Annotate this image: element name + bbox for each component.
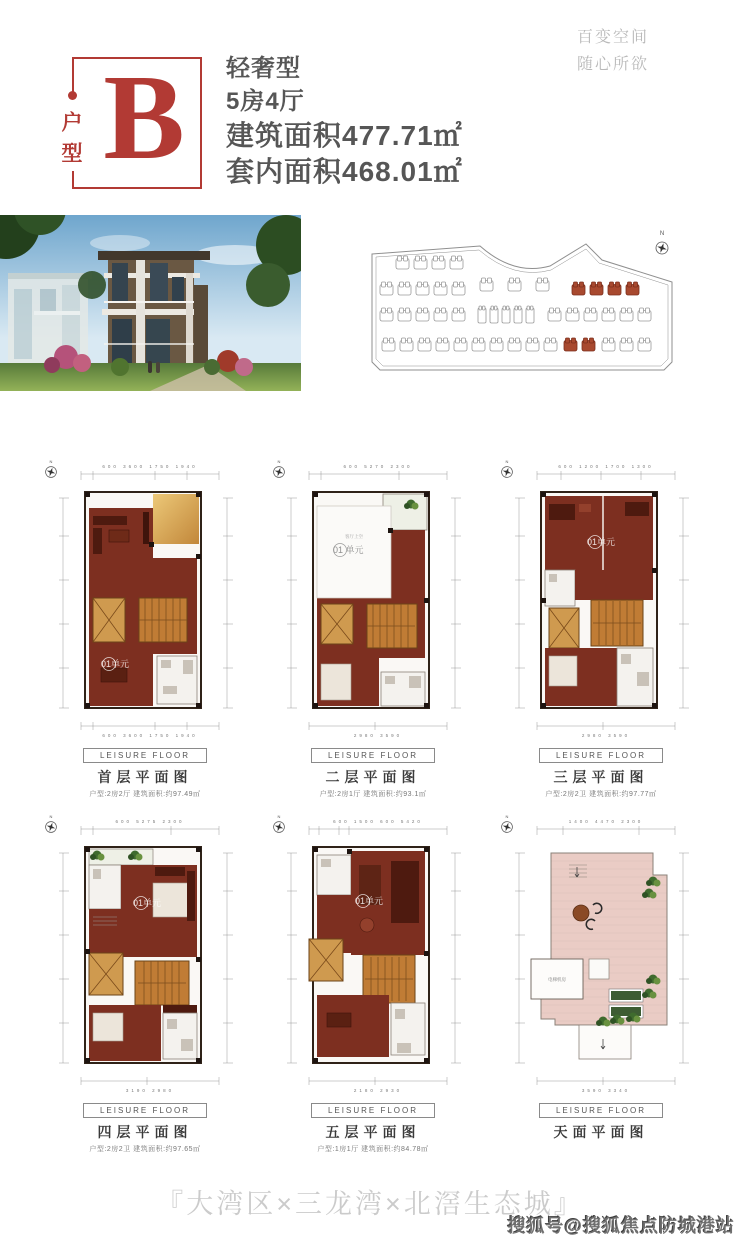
top-dimensions: 600 5270 2300 <box>343 464 413 469</box>
north-label: N <box>505 459 509 464</box>
bottom-dimensions: 600 3600 1750 1940 <box>102 733 198 738</box>
plan-subtitle: 户型:2房2卫 建筑面积:约97.65㎡ <box>89 1146 201 1153</box>
north-compass-icon <box>656 242 669 255</box>
floorplan-cell-3 <box>490 458 712 799</box>
north-compass-icon <box>45 821 56 832</box>
caption-6 <box>490 1100 712 1152</box>
floorplan-cell-6 <box>490 813 712 1154</box>
floorplan-cell-1 <box>34 458 256 799</box>
unit-type-logo <box>59 50 202 189</box>
plan-subtitle: 户型:1房1厅 建筑面积:约84.78㎡ <box>317 1146 429 1153</box>
spec-type: 轻奢型 <box>226 55 301 82</box>
floorplan-figure-6 <box>490 813 712 1098</box>
unit-type-vertical-label: 户型 <box>59 111 82 173</box>
floorplan-figure-2 <box>262 458 484 743</box>
bottom-dimensions: 3590 3340 <box>581 1088 631 1093</box>
spec-inner-area: 套内面积468.01㎡ <box>226 156 463 187</box>
leisure-floor-label: LEISURE FLOOR <box>539 1103 663 1118</box>
plan-subtitle <box>490 1144 712 1152</box>
plan-title: 三层平面图 <box>553 769 649 785</box>
watermark-text: 搜狐号@搜狐焦点防城港站 <box>507 1216 735 1236</box>
floorplan-figure-4 <box>34 813 256 1098</box>
floorplan-figure-3 <box>490 458 712 743</box>
floorplan-grid <box>34 458 710 1154</box>
top-dimensions: 600 3600 1750 1940 <box>102 464 198 469</box>
top-dimensions: 600 1500 600 5420 <box>333 819 423 824</box>
floorplan-cell-5 <box>262 813 484 1154</box>
north-label: N <box>505 814 509 819</box>
spec-rooms: 5房4厅 <box>226 88 305 115</box>
plan-subtitle: 户型:2房2卫 建筑面积:约97.77㎡ <box>545 791 657 798</box>
logo-dot <box>68 91 77 100</box>
bottom-dimensions: 2180 2930 <box>353 1088 403 1093</box>
unit-letter: B <box>103 50 185 185</box>
top-dimensions: 600 1200 1700 1300 <box>558 464 654 469</box>
floorplan-figure-1 <box>34 458 256 743</box>
north-compass-icon <box>273 821 284 832</box>
north-compass-icon <box>45 466 56 477</box>
bottom-dimensions: 2980 3590 <box>581 733 631 738</box>
top-dimensions: 600 5275 2300 <box>115 819 185 824</box>
villa-photo-art <box>0 215 301 391</box>
corner-slogan <box>577 24 649 78</box>
leisure-floor-label: LEISURE FLOOR <box>83 748 207 763</box>
north-compass-icon <box>501 821 512 832</box>
villa-photo <box>0 215 301 391</box>
leisure-floor-label: LEISURE FLOOR <box>539 748 663 763</box>
north-label: N <box>49 814 53 819</box>
plan-title: 四层平面图 <box>97 1124 193 1140</box>
site-highlight-pair <box>564 338 595 351</box>
site-plan-art <box>362 226 734 386</box>
floorplan-cell-4 <box>34 813 256 1154</box>
unit-mark: 01单元 <box>101 659 130 669</box>
unit-mark: 01单元 <box>355 896 384 906</box>
top-dimensions: 1400 4470 2300 <box>568 819 644 824</box>
north-label: N <box>659 231 665 237</box>
floorplan-cell-2 <box>262 458 484 799</box>
void-label: 客厅上空 <box>345 534 363 539</box>
bottom-dimensions: 2980 3590 <box>353 733 403 738</box>
site-plan <box>362 226 734 386</box>
plan-subtitle: 户型:2房2厅 建筑面积:约97.49㎡ <box>89 791 201 798</box>
footer-slogan: 『大湾区×三龙湾×北滘生态城』 <box>156 1189 584 1219</box>
north-label: N <box>277 814 281 819</box>
plan-title: 五层平面图 <box>325 1124 421 1140</box>
machine-room-label: 电梯机房 <box>548 977 566 982</box>
corner-slogan-line2: 随心所欲 <box>577 56 650 73</box>
leisure-floor-label: LEISURE FLOOR <box>311 1103 435 1118</box>
site-highlight-row <box>572 282 639 295</box>
bottom-dimensions: 3190 2980 <box>125 1088 175 1093</box>
unit-mark: 01 单元 <box>333 545 364 555</box>
north-label: N <box>49 459 53 464</box>
plan-subtitle: 户型:2房1厅 建筑面积:约93.1㎡ <box>319 791 427 798</box>
caption-1 <box>34 745 256 799</box>
plan-title: 二层平面图 <box>325 769 421 785</box>
unit-mark: 01单元 <box>133 898 162 908</box>
north-compass-icon <box>273 466 284 477</box>
caption-5 <box>262 1100 484 1154</box>
plan-title: 天面平面图 <box>553 1124 649 1140</box>
north-label: N <box>277 459 281 464</box>
plan-title: 首层平面图 <box>97 769 193 785</box>
spec-build-area: 建筑面积477.71㎡ <box>226 120 463 151</box>
north-compass-icon <box>501 466 512 477</box>
caption-3 <box>490 745 712 799</box>
corner-slogan-line1: 百变空间 <box>577 29 650 46</box>
unit-spec-block <box>226 52 463 190</box>
unit-mark: 01单元 <box>587 537 616 547</box>
caption-4 <box>34 1100 256 1154</box>
leisure-floor-label: LEISURE FLOOR <box>83 1103 207 1118</box>
caption-2 <box>262 745 484 799</box>
floorplan-figure-5 <box>262 813 484 1098</box>
leisure-floor-label: LEISURE FLOOR <box>311 748 435 763</box>
